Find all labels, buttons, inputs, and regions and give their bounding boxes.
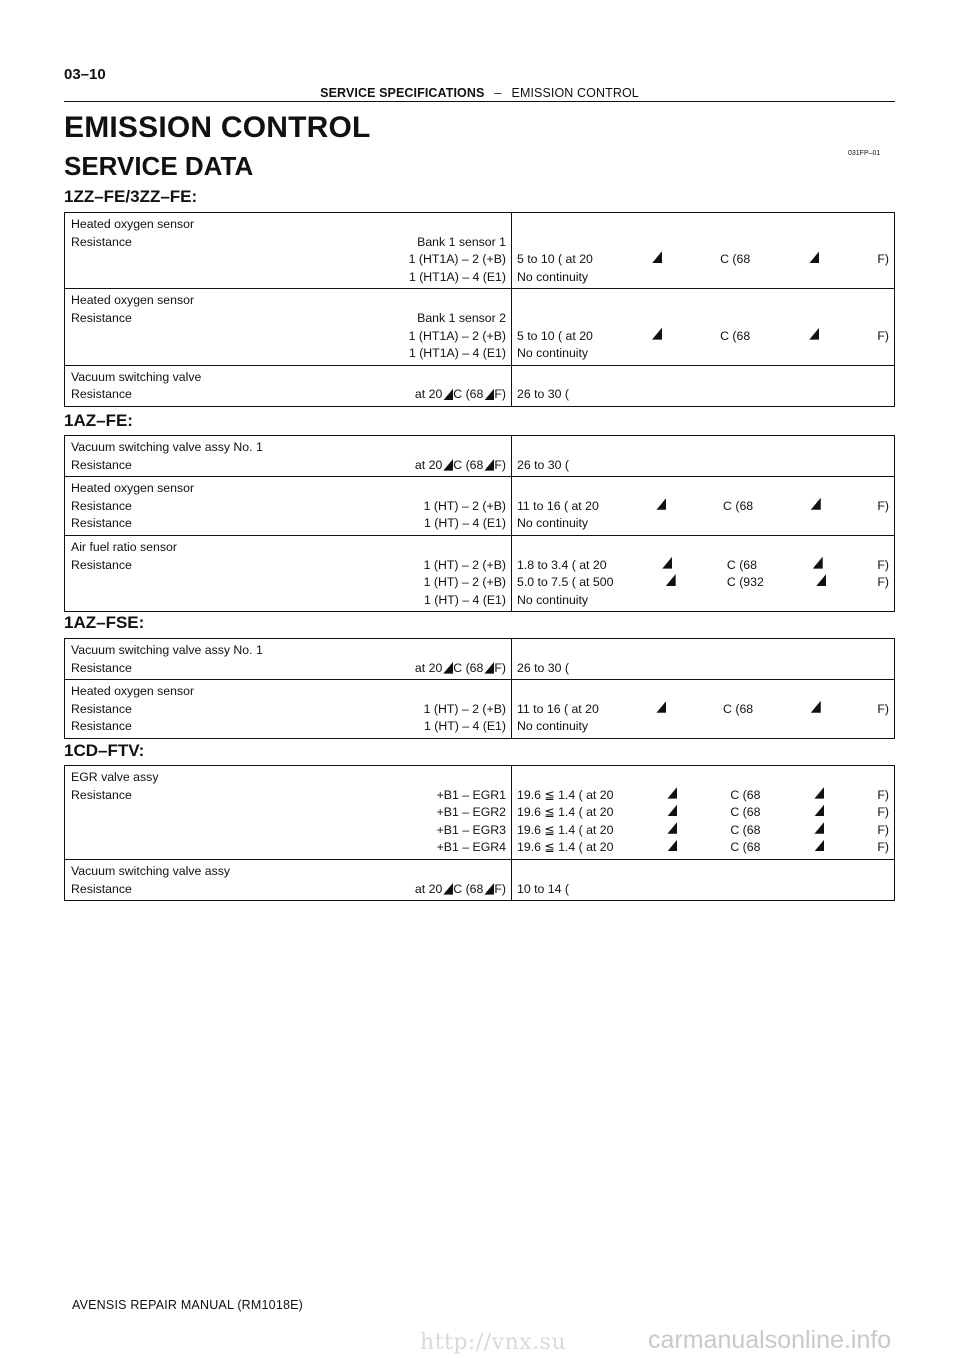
spec-value: 19.6 ≦ 1.4 ( at 20 C (68 F) — [517, 822, 889, 837]
row-label: Resistance — [71, 516, 132, 531]
spec-value — [517, 769, 889, 787]
item-column — [65, 213, 512, 288]
page-number: 03–10 — [64, 66, 106, 83]
item-column — [65, 536, 512, 611]
row-label: Vacuum switching valve assy No. 1 — [71, 643, 263, 657]
row-condition: at 20 C (68 F) — [414, 387, 506, 402]
triangle-degree-icon — [814, 839, 824, 851]
spec-row — [71, 480, 506, 498]
spec-value: 26 to 30 ( — [517, 387, 569, 402]
spec-row — [71, 683, 506, 701]
row-condition: Bank 1 sensor 2 — [417, 310, 506, 325]
spec-column — [512, 289, 894, 364]
spec-group — [65, 288, 894, 364]
spec-value: No continuity — [517, 592, 589, 607]
spec-column — [512, 213, 894, 288]
spec-group — [65, 213, 894, 288]
row-label: Heated oxygen sensor — [71, 684, 195, 699]
triangle-degree-icon — [484, 388, 494, 400]
spec-value — [517, 539, 889, 557]
spec-value: No continuity — [517, 516, 589, 531]
row-condition: 1 (HT) – 4 (E1) — [424, 516, 506, 531]
spec-row — [71, 515, 506, 533]
spec-row — [71, 660, 506, 678]
row-condition: 1 (HT1A) – 4 (E1) — [408, 346, 506, 361]
spec-value — [517, 439, 889, 457]
triangle-degree-icon — [809, 251, 819, 263]
spec-row — [71, 439, 506, 457]
item-column — [65, 860, 512, 900]
spec-column — [512, 860, 894, 900]
spec-row — [71, 592, 506, 610]
spec-value: 11 to 16 ( at 20 C (68 F) — [517, 701, 889, 716]
triangle-degree-icon — [652, 251, 662, 263]
engine-heading-1az-fe: 1AZ–FE: — [64, 411, 133, 430]
triangle-degree-icon — [811, 701, 821, 713]
header-separator: – — [494, 86, 502, 100]
spec-group — [65, 436, 894, 476]
row-label: Heated oxygen sensor — [71, 217, 195, 231]
row-condition: 1 (HT) – 2 (+B) — [423, 701, 506, 716]
triangle-degree-icon — [443, 459, 453, 471]
row-label: Resistance — [71, 457, 132, 472]
row-label: Heated oxygen sensor — [71, 481, 195, 496]
spec-table-1zz — [64, 212, 895, 407]
item-column — [65, 289, 512, 364]
row-label: Resistance — [71, 310, 132, 325]
spec-group — [65, 365, 894, 406]
header-section: SERVICE SPECIFICATIONS — [320, 86, 485, 100]
spec-value — [517, 234, 889, 252]
spec-row — [71, 822, 506, 840]
row-label: Resistance — [71, 387, 132, 402]
spec-group — [65, 766, 894, 859]
spec-value: 19.6 ≦ 1.4 ( at 20 C (68 F) — [517, 787, 889, 802]
row-condition: 1 (HT1A) – 2 (+B) — [408, 328, 506, 343]
triangle-degree-icon — [443, 662, 453, 674]
spec-row — [71, 234, 506, 252]
row-label: Vacuum switching valve assy No. 1 — [71, 440, 263, 454]
spec-group — [65, 679, 894, 738]
row-label: Vacuum switching valve assy — [71, 863, 231, 878]
spec-column — [512, 639, 894, 679]
spec-column — [512, 766, 894, 859]
spec-row — [71, 269, 506, 287]
spec-row — [71, 787, 506, 805]
spec-value: 26 to 30 ( — [517, 660, 569, 675]
row-condition: at 20 C (68 F) — [414, 660, 506, 675]
triangle-degree-icon — [484, 459, 494, 471]
row-condition: +B1 – EGR2 — [436, 805, 506, 820]
spec-value — [517, 642, 889, 660]
triangle-degree-icon — [814, 822, 824, 834]
item-column — [65, 436, 512, 476]
triangle-degree-icon — [809, 328, 819, 340]
triangle-degree-icon — [814, 787, 824, 799]
watermark-site: carmanualsonline.info — [648, 1326, 892, 1354]
row-condition: Bank 1 sensor 1 — [417, 234, 506, 249]
spec-value: 10 to 14 ( — [517, 881, 569, 896]
item-column — [65, 680, 512, 738]
row-label: Vacuum switching valve — [71, 369, 202, 384]
row-label: Air fuel ratio sensor — [71, 539, 177, 554]
spec-value: 1.8 to 3.4 ( at 20 C (68 F) — [517, 557, 889, 572]
spec-value: 26 to 30 ( — [517, 457, 569, 472]
spec-row — [71, 369, 506, 387]
row-condition: 1 (HT) – 4 (E1) — [424, 719, 506, 734]
spec-value: 5.0 to 7.5 ( at 500 C (932 F) — [517, 575, 889, 590]
spec-table-1az-fse — [64, 638, 895, 739]
row-label: Resistance — [71, 701, 132, 716]
row-condition: +B1 – EGR3 — [436, 822, 506, 837]
triangle-degree-icon — [667, 804, 677, 816]
spec-value: 5 to 10 ( at 20 C (68 F) — [517, 252, 889, 267]
spec-value: 19.6 ≦ 1.4 ( at 20 C (68 F) — [517, 840, 889, 855]
row-condition: 1 (HT1A) – 4 (E1) — [408, 269, 506, 284]
spec-row — [71, 804, 506, 822]
spec-row — [71, 574, 506, 592]
spec-value: 11 to 16 ( at 20 C (68 F) — [517, 498, 889, 513]
page-title: EMISSION CONTROL — [64, 111, 371, 144]
watermark-url: http://vnx.su — [420, 1330, 567, 1355]
item-column — [65, 639, 512, 679]
spec-row — [71, 498, 506, 516]
spec-value — [517, 369, 889, 387]
triangle-degree-icon — [667, 822, 677, 834]
spec-row — [71, 328, 506, 346]
spec-row — [71, 386, 506, 404]
item-column — [65, 766, 512, 859]
engine-heading-1zz: 1ZZ–FE/3ZZ–FE: — [64, 187, 198, 206]
triangle-degree-icon — [811, 498, 821, 510]
row-label: Resistance — [71, 660, 132, 675]
spec-row — [71, 310, 506, 328]
item-column — [65, 477, 512, 535]
spec-row — [71, 718, 506, 736]
triangle-degree-icon — [813, 557, 823, 569]
triangle-degree-icon — [667, 839, 677, 851]
triangle-degree-icon — [816, 574, 826, 586]
row-condition: 1 (HT) – 4 (E1) — [424, 592, 506, 607]
row-label: Resistance — [71, 881, 132, 896]
spec-value: 5 to 10 ( at 20 C (68 F) — [517, 328, 889, 343]
row-condition: at 20 C (68 F) — [414, 457, 506, 472]
spec-row — [71, 881, 506, 899]
footer-manual-name: AVENSIS REPAIR MANUAL (RM1018E) — [72, 1298, 304, 1312]
spec-column — [512, 477, 894, 535]
spec-value: No continuity — [517, 346, 589, 361]
row-condition: 1 (HT1A) – 2 (+B) — [408, 252, 506, 267]
spec-group — [65, 639, 894, 679]
spec-value — [517, 310, 889, 328]
row-condition: 1 (HT) – 2 (+B) — [423, 557, 506, 572]
triangle-degree-icon — [814, 804, 824, 816]
row-label: Heated oxygen sensor — [71, 293, 195, 308]
row-condition: 1 (HT) – 2 (+B) — [423, 498, 506, 513]
engine-heading-1cd-ftv: 1CD–FTV: — [64, 741, 145, 760]
page-subtitle: SERVICE DATA — [64, 151, 254, 181]
spec-row — [71, 642, 506, 660]
spec-row — [71, 863, 506, 881]
spec-column — [512, 536, 894, 611]
spec-row — [71, 769, 506, 787]
triangle-degree-icon — [484, 883, 494, 895]
spec-row — [71, 701, 506, 719]
triangle-degree-icon — [656, 701, 666, 713]
spec-row — [71, 216, 506, 234]
spec-value: 19.6 ≦ 1.4 ( at 20 C (68 F) — [517, 805, 889, 820]
spec-value — [517, 216, 889, 234]
row-condition: 1 (HT) – 2 (+B) — [423, 575, 506, 590]
spec-group — [65, 859, 894, 900]
triangle-degree-icon — [484, 662, 494, 674]
triangle-degree-icon — [652, 328, 662, 340]
item-column — [65, 366, 512, 406]
spec-value: No continuity — [517, 719, 589, 734]
spec-row — [71, 539, 506, 557]
row-label: Resistance — [71, 719, 132, 734]
spec-table-1az-fe — [64, 435, 895, 612]
spec-value — [517, 683, 889, 701]
triangle-degree-icon — [662, 557, 672, 569]
spec-row — [71, 557, 506, 575]
row-condition: at 20 C (68 F) — [414, 881, 506, 896]
spec-group — [65, 535, 894, 611]
spec-value — [517, 292, 889, 310]
spec-value — [517, 480, 889, 498]
spec-column — [512, 436, 894, 476]
triangle-degree-icon — [443, 388, 453, 400]
spec-row — [71, 457, 506, 475]
running-header — [64, 86, 895, 102]
spec-group — [65, 476, 894, 535]
spec-row — [71, 251, 506, 269]
spec-row — [71, 292, 506, 310]
row-label: Resistance — [71, 787, 132, 802]
row-condition: +B1 – EGR1 — [436, 787, 506, 802]
triangle-degree-icon — [666, 574, 676, 586]
spec-row — [71, 839, 506, 857]
triangle-degree-icon — [667, 787, 677, 799]
spec-column — [512, 366, 894, 406]
triangle-degree-icon — [656, 498, 666, 510]
row-label: Resistance — [71, 234, 132, 249]
spec-value: No continuity — [517, 269, 589, 284]
spec-row — [71, 345, 506, 363]
row-label: EGR valve assy — [71, 770, 159, 784]
row-label: Resistance — [71, 557, 132, 572]
triangle-degree-icon — [443, 883, 453, 895]
document-code: 031FP–01 — [848, 150, 881, 157]
row-condition: +B1 – EGR4 — [436, 840, 506, 855]
spec-table-1cd-ftv — [64, 765, 895, 901]
engine-heading-1az-fse: 1AZ–FSE: — [64, 613, 145, 632]
spec-column — [512, 680, 894, 738]
header-subsection: EMISSION CONTROL — [511, 86, 639, 100]
row-label: Resistance — [71, 498, 132, 513]
spec-value — [517, 863, 889, 881]
